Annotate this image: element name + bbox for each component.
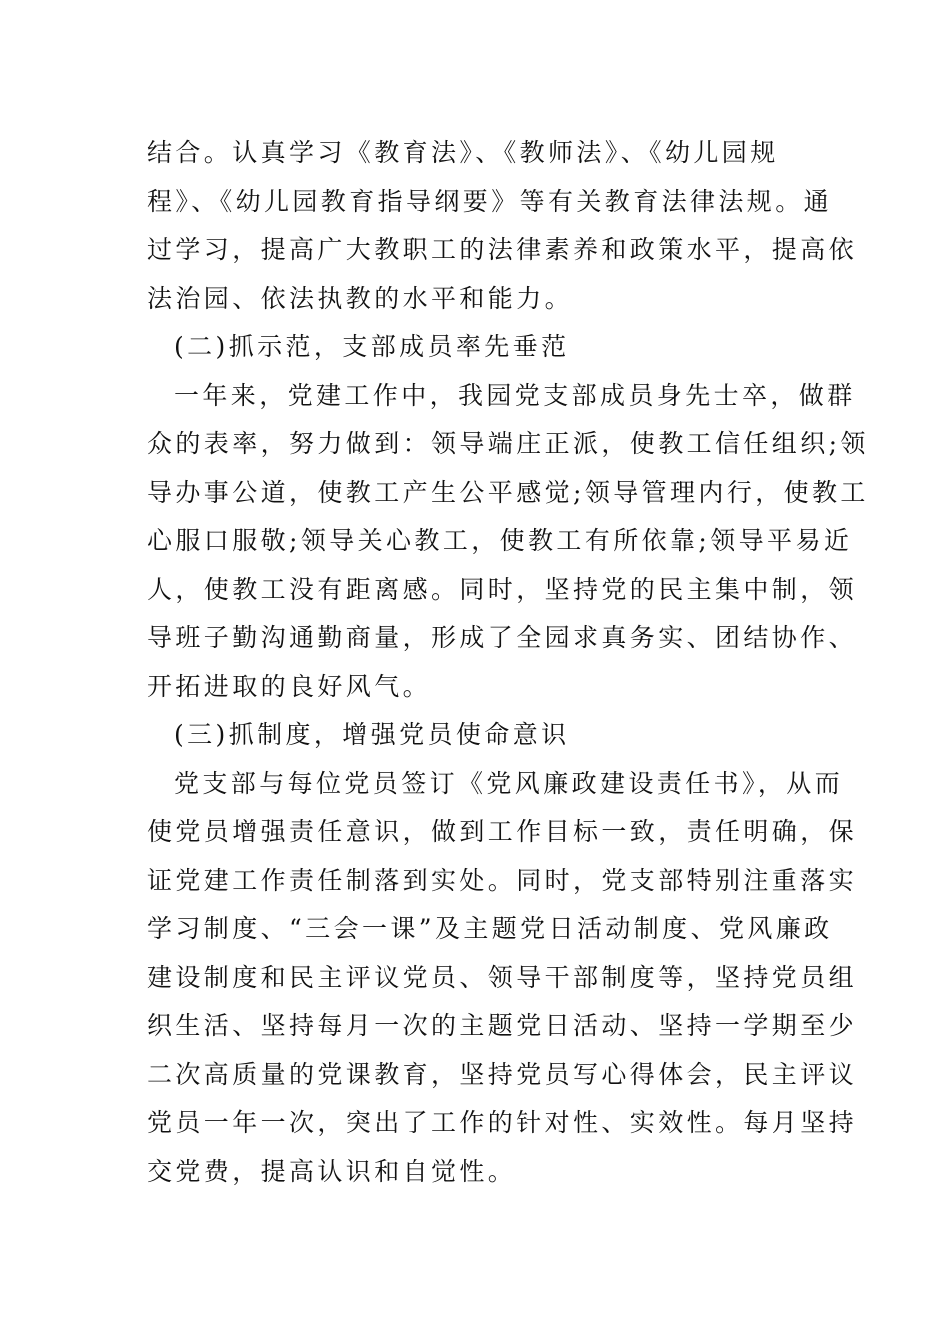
text-line-11: 导班子勤沟通勤商量，形成了全园求真务实、团结协作、 [147,623,858,652]
text-line-3: 过学习，提高广大教职工的法律素养和政策水平，提高依 [147,235,858,264]
text-line-10: 人，使教工没有距离感。同时，坚持党的民主集中制，领 [147,574,858,604]
text-line-17: 学习制度、“三会一课”及主题党日活动制度、党风廉政 [147,914,833,943]
text-line-8: 导办事公道，使教工产生公平感觉;领导管理内行，使教工 [147,477,869,507]
text-line-22: 交党费，提高认识和自觉性。 [147,1156,517,1186]
text-line-19: 织生活、坚持每月一次的主题党日活动、坚持一学期至少 [147,1011,858,1040]
text-line-20: 二次高质量的党课教育，坚持党员写心得体会，民主评议 [147,1059,858,1089]
text-line-21: 党员一年一次，突出了工作的针对性、实效性。每月坚持 [147,1108,858,1137]
text-line-6: 一年来，党建工作中，我园党支部成员身先士卒，做群 [174,380,856,410]
text-line-16: 证党建工作责任制落到实处。同时，党支部特别注重落实 [147,865,858,895]
section-heading-3: (三)抓制度，增强党员使命意识 [174,720,570,749]
text-line-1: 结合。认真学习《教育法》、《教师法》、《幼儿园规 [147,138,779,167]
text-line-7: 众的表率，努力做到：领导端庄正派，使教工信任组织;领 [147,429,869,458]
section-heading-2: (二)抓示范，支部成员率先垂范 [174,332,570,361]
text-line-14: 党支部与每位党员签订《党风廉政建设责任书》，从而 [174,768,844,798]
text-line-2: 程》、《幼儿园教育指导纲要》等有关教育法律法规。通 [147,186,833,216]
text-line-9: 心服口服敬;领导关心教工，使教工有所依靠;领导平易近 [147,526,853,555]
text-line-4: 法治园、依法执教的水平和能力。 [147,283,574,313]
text-line-15: 使党员增强责任意识，做到工作目标一致，责任明确，保 [147,817,858,846]
text-line-18: 建设制度和民主评议党员、领导干部制度等，坚持党员组 [147,962,858,992]
text-line-12: 开拓进取的良好风气。 [147,671,432,701]
document-body [147,129,869,1196]
